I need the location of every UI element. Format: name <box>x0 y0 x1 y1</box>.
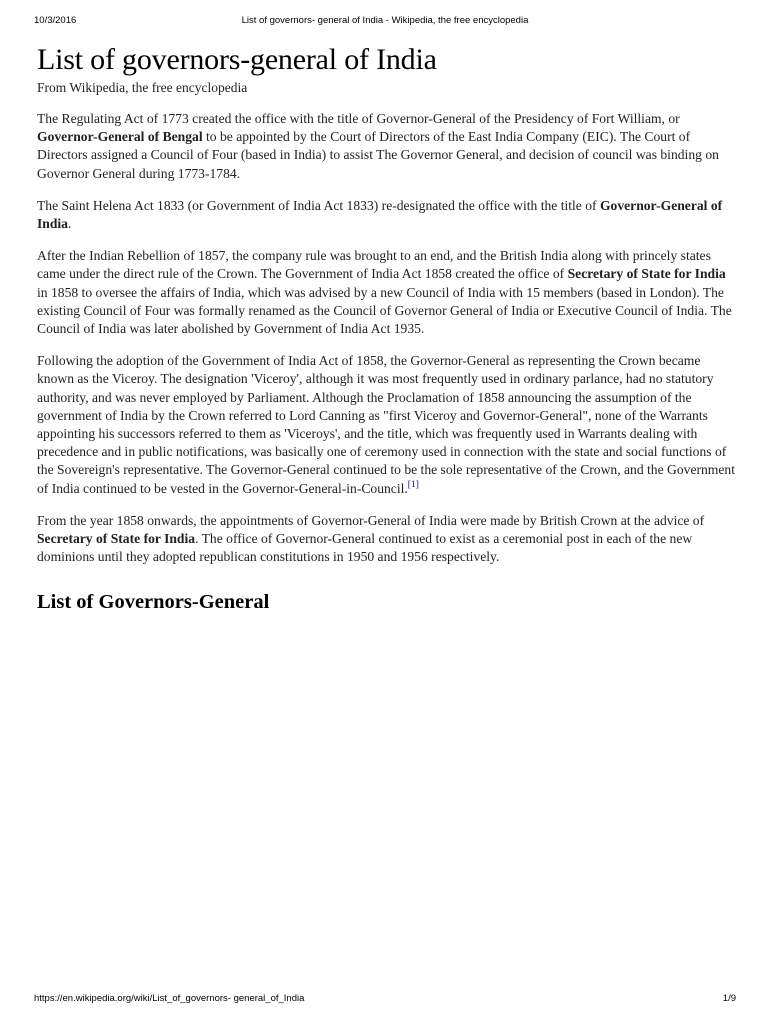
paragraph-saint-helena-act <box>37 197 737 233</box>
bold-term-governor-general-of-bengal: Governor-General of Bengal <box>37 129 203 145</box>
print-header <box>34 15 736 29</box>
paragraph-text: to be appointed by the Court of Directors of the East India Company (EIC). The Court of Directors assigned a Council of Four (based in India) to assist The Governor General, and decision of council was binding on Governor General during 1773-1784. <box>37 129 719 181</box>
paragraph-appointments <box>37 512 737 567</box>
paragraph-text: in 1858 to oversee the affairs of India, which was advised by a new Council of India with 15 members (based in London). The existing Council of Four was formally renamed as the Council of Governor General of India or Executive Council of India. The Council of India was later abolished by Government of India Act 1935. <box>37 284 732 337</box>
paragraph-text: . The office of Governor-General continued to exist as a ceremonial post in each of the new dominions until they adopted republican constitutions in 1950 and 1956 respectively. <box>37 531 693 565</box>
citation <box>408 480 419 490</box>
paragraph-indian-rebellion <box>37 247 737 338</box>
print-date: 10/3/2016 <box>34 15 77 26</box>
print-document-title: List of governors- general of India - Wikipedia, the free encyclopedia <box>241 15 529 26</box>
paragraph-text: The Regulating Act of 1773 created the office with the title of Governor-General of the Presidency of Fort William, or <box>37 111 680 126</box>
paragraph-text: . <box>67 216 72 232</box>
print-url: https://en.wikipedia.org/wiki/List_of_governors- general_of_India <box>34 993 305 1004</box>
paragraph-text: After the Indian Rebellion of 1857, the company rule was brought to an end, and the British India along with princely states came under the direct rule of the Crown. The Government of India Act 1858 created the office of <box>37 248 711 282</box>
bold-term-secretary-of-state: Secretary of State for India <box>567 266 726 282</box>
article-tagline: From Wikipedia, the free encyclopedia <box>37 80 248 95</box>
page-number: 1/9 <box>722 993 736 1004</box>
bold-term-secretary-of-state: Secretary of State for India <box>37 531 196 547</box>
page-title: List of governors-general of India <box>37 43 437 76</box>
paragraph-text: The Saint Helena Act 1833 (or Government of India Act 1833) re-designated the office with the title of <box>37 197 600 213</box>
paragraph-text: From the year 1858 onwards, the appointments of Governor-General of India were made by British Crown at the advice of <box>37 512 705 528</box>
paragraph-regulating-act <box>37 110 737 183</box>
article-content <box>37 40 737 616</box>
citation-link[interactable]: [1] <box>407 479 419 490</box>
bold-term-governor-general-of-india: Governor-General of India <box>37 197 723 232</box>
print-footer <box>34 993 736 1007</box>
section-heading: List of Governors-General <box>37 591 270 614</box>
paragraph-viceroy <box>37 352 737 498</box>
paragraph-text: Following the adoption of the Government of India Act of 1858, the Governor-General as representing the Crown became known as the Viceroy. The designation 'Viceroy', although it was most frequently used in ordinary parlance, had no statutory authority, and was never employed by Parliament. Although the Proclamation of 1858 announcing the assumption of the government of India by the Crown referred to Lord Canning as "first Viceroy and Governor-General", none of the Warrants appointing his successors referred to them as 'Viceroys', and the title, which was frequently used in Warrants dealing with precedence and in public notifications, was basically one of ceremony used in connection with the state and social functions of the Sovereign's representative. The Governor-General continued to be the sole representative of the Crown, and the Government of India continued to be vested in the Governor-General-in-Council. <box>37 353 735 496</box>
